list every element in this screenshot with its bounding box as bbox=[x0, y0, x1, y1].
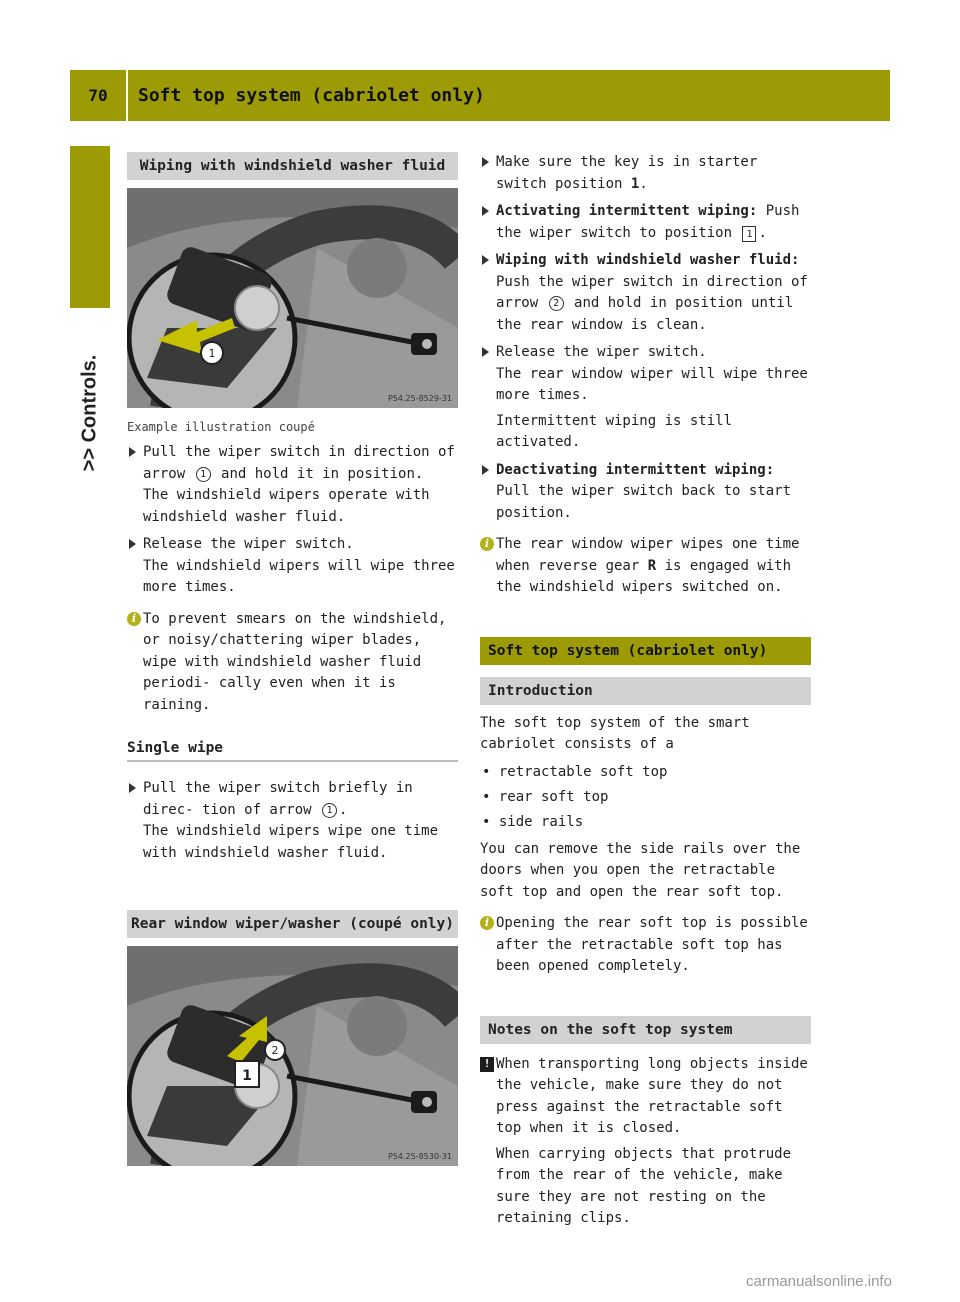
step-arrow-icon bbox=[129, 539, 136, 549]
svg-text:1: 1 bbox=[208, 347, 216, 360]
step-note: Intermittent wiping is still activated. bbox=[496, 412, 733, 450]
chapter-label bbox=[70, 318, 110, 508]
figure-code: P54.25-8529-31 bbox=[387, 394, 452, 403]
bullet-list bbox=[480, 760, 811, 835]
arrow-number-icon: 2 bbox=[549, 296, 564, 311]
chapter-label-text: >> Controls. bbox=[78, 354, 101, 472]
instruction-step: Deactivating intermittent wiping: Pull the wiper switch back to start position. bbox=[480, 460, 811, 525]
step-arrow-icon bbox=[129, 447, 136, 457]
info-note: i To prevent smears on the windshield, or noisy/chattering wiper blades, wipe with windshield washer fluid periodi- cally even when it is raining. bbox=[127, 609, 458, 717]
position-number-icon: 1 bbox=[742, 226, 756, 242]
section-heading-soft-top: Soft top system (cabriolet only) bbox=[480, 637, 811, 665]
header-divider bbox=[126, 70, 128, 121]
step-arrow-icon bbox=[482, 255, 489, 265]
page-title: Soft top system (cabriolet only) bbox=[138, 85, 485, 106]
list-item: • rear soft top bbox=[482, 788, 609, 805]
warning-note: ! When transporting long objects inside the vehicle, make sure they do not press against the retractable soft top when it is closed. When carrying objects that protrude from the rear of the vehicle, make sure they are not resting on the retaining clips. bbox=[480, 1054, 811, 1230]
arrow-number-icon: 1 bbox=[196, 467, 211, 482]
wiper-illustration-1 bbox=[127, 188, 458, 408]
svg-text:1: 1 bbox=[242, 1068, 252, 1084]
warning-icon: ! bbox=[480, 1057, 494, 1072]
list-item: • retractable soft top bbox=[482, 763, 668, 780]
right-column bbox=[480, 152, 811, 1240]
figure-code: P54.25-8530-31 bbox=[387, 1152, 452, 1161]
list-item: • side rails bbox=[482, 813, 584, 830]
info-icon: i bbox=[480, 916, 494, 930]
warning-note-continued: When carrying objects that protrude from the rear of the vehicle, make sure they are not resting on the retaining clips. bbox=[496, 1145, 792, 1226]
watermark: carmanualsonline.info bbox=[746, 1273, 892, 1290]
intro-paragraph: The soft top system of the smart cabriolet consists of a bbox=[480, 714, 750, 752]
step-arrow-icon bbox=[482, 465, 489, 475]
section-heading-washer: Wiping with windshield washer fluid bbox=[127, 152, 458, 180]
arrow-number-icon: 1 bbox=[322, 803, 337, 818]
page-header bbox=[70, 70, 890, 121]
info-icon: i bbox=[127, 612, 141, 626]
wiper-illustration-2 bbox=[127, 946, 458, 1166]
info-icon: i bbox=[480, 537, 494, 551]
instruction-step: Wiping with windshield washer fluid: Push the wiper switch in direction of arrow 2 and hold in position until the rear window is clean. bbox=[480, 250, 811, 336]
section-heading-introduction: Introduction bbox=[480, 677, 811, 705]
step-arrow-icon bbox=[482, 157, 489, 167]
figure-caption: Example illustration coupé bbox=[127, 420, 315, 434]
instruction-step: Pull the wiper switch in direction of arrow 1 and hold it in position. The windshield wipers operate with windshield washer fluid. bbox=[127, 442, 458, 528]
step-arrow-icon bbox=[129, 783, 136, 793]
info-note: i The rear window wiper wipes one time when reverse gear R is engaged with the windshield wipers switched on. bbox=[480, 534, 811, 599]
subheading-single-wipe: Single wipe bbox=[127, 740, 458, 762]
step-arrow-icon bbox=[482, 206, 489, 216]
chapter-tab bbox=[70, 146, 110, 308]
section-heading-notes: Notes on the soft top system bbox=[480, 1016, 811, 1044]
step-arrow-icon bbox=[482, 347, 489, 357]
svg-text:2: 2 bbox=[271, 1044, 279, 1057]
wiper-switch-figure-2 bbox=[127, 946, 458, 1166]
page-number: 70 bbox=[88, 86, 108, 105]
instruction-step: Make sure the key is in starter switch position 1. bbox=[480, 152, 811, 195]
wiper-switch-figure-1 bbox=[127, 188, 458, 408]
info-note: i Opening the rear soft top is possible after the retractable soft top has been opened completely. bbox=[480, 913, 811, 978]
instruction-step: Pull the wiper switch briefly in direc- tion of arrow 1 . The windshield wipers wipe one time with windshield washer fluid. bbox=[127, 778, 458, 864]
instruction-step: Activating intermittent wiping: Push the wiper switch to position 1 . bbox=[480, 201, 811, 244]
left-column bbox=[127, 152, 458, 1166]
instruction-step: Release the wiper switch. The rear window wiper will wipe three more times. Intermittent wiping is still activated. bbox=[480, 342, 811, 454]
instruction-step: Release the wiper switch. The windshield wipers will wipe three more times. bbox=[127, 534, 458, 599]
side-rails-paragraph: You can remove the side rails over the doors when you open the retractable soft top and open the rear soft top. bbox=[480, 840, 801, 900]
section-heading-rear-wiper: Rear window wiper/washer (coupé only) bbox=[127, 910, 458, 938]
